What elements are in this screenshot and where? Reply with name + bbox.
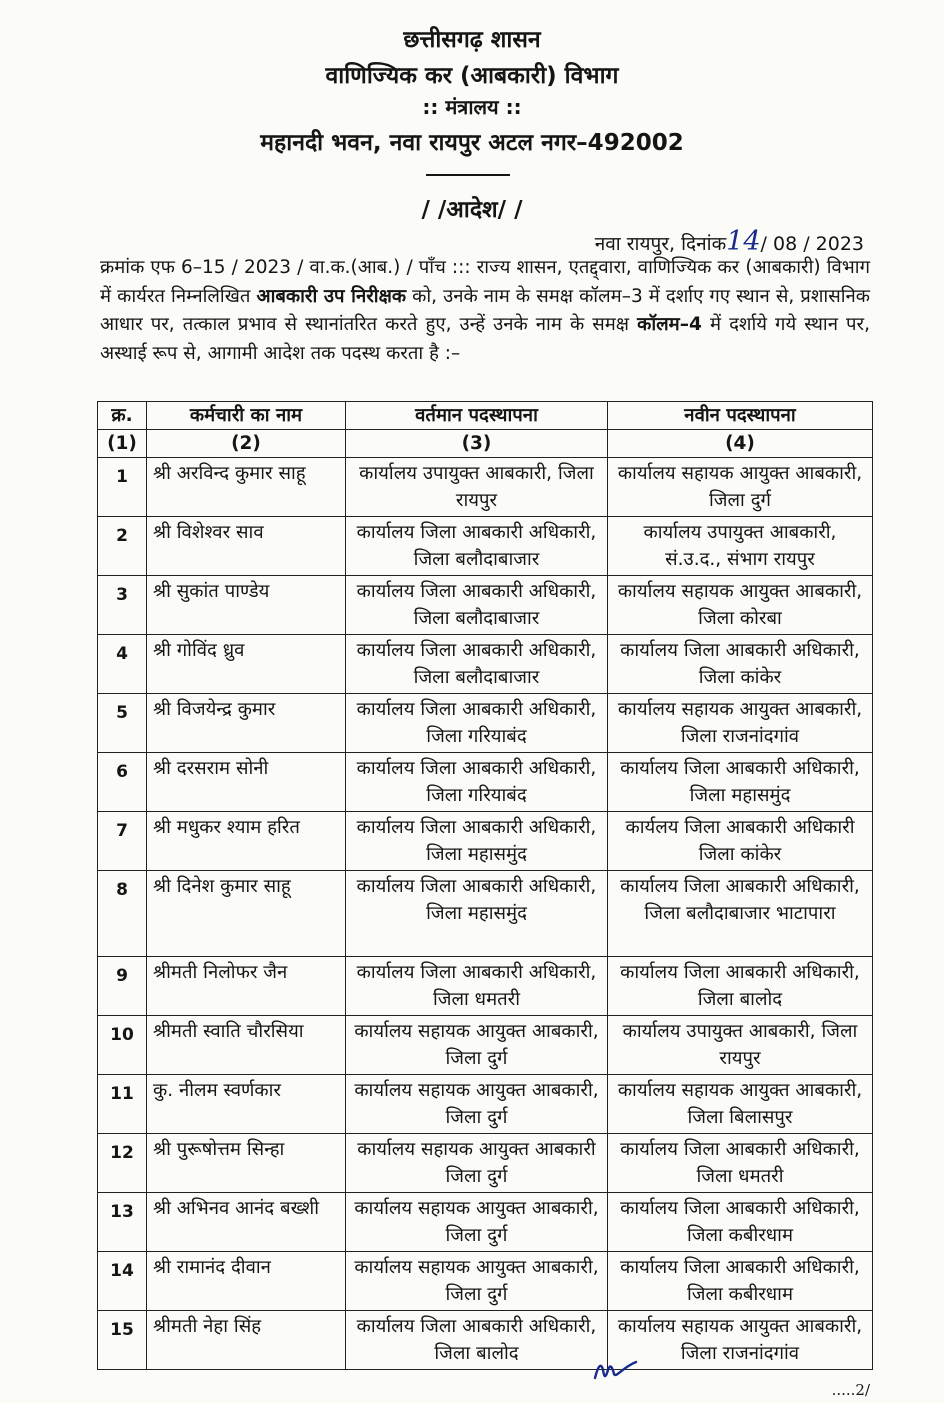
table-row [98,1193,873,1252]
serial-cell: 7 [98,812,147,871]
table-row [98,957,873,1016]
table-row [98,694,873,753]
serial-cell: 1 [98,458,147,517]
ministry-title: :: मंत्रालय :: [422,95,522,119]
new-posting-cell: कार्यालय सहायक आयुक्त आबकारी, जिला राजनांदगांव [608,1311,873,1370]
header-serial: क्र. [98,402,147,430]
employee-name-cell: श्री विजयेन्द्र कुमार [147,694,346,753]
paragraph-part-3: में दर्शाये गये स्थान पर, अस्थाई रूप से, आगामी आदेश तक पदस्थ करता है :– [100,314,871,364]
current-posting-cell: कार्यालय सहायक आयुक्त आबकारी, जिला दुर्ग [346,1252,608,1311]
serial-cell: 11 [98,1075,147,1134]
paragraph-bold-column: कॉलम–4 [637,314,702,336]
employee-name-cell: कु. नीलम स्वर्णकार [147,1075,346,1134]
table-row [98,871,873,957]
table-row [98,753,873,812]
new-posting-cell: कार्यालय उपायुक्त आबकारी, जिला रायपुर [608,1016,873,1075]
current-posting-cell: कार्यालय जिला आबकारी अधिकारी, जिला बलौदाबाजार [346,517,608,576]
order-paragraph [100,254,870,368]
employee-name-cell: श्री अभिनव आनंद बख्शी [147,1193,346,1252]
current-posting-cell: कार्यालय सहायक आयुक्त आबकारी, जिला दुर्ग [346,1193,608,1252]
paragraph-bold-designation: आबकारी उप निरीक्षक [256,285,407,307]
col-number-4: (4) [608,430,873,458]
current-posting-cell: कार्यालय उपायुक्त आबकारी, जिला रायपुर [346,458,608,517]
current-posting-cell: कार्यालय जिला आबकारी अधिकारी, जिला बलौदाबाजार [346,576,608,635]
table-header-row [98,402,873,430]
serial-cell: 3 [98,576,147,635]
serial-cell: 8 [98,871,147,957]
transfer-table [97,401,873,1370]
header-divider [426,174,510,176]
new-posting-cell: कार्यालय जिला आबकारी अधिकारी, जिला धमतरी [608,1134,873,1193]
date-day-handwritten: 14 [726,226,761,257]
next-page-indicator: .....2/ [831,1381,870,1399]
date-suffix: / 08 / 2023 [760,233,864,255]
header-current-posting: वर्तमान पदस्थापना [346,402,608,430]
new-posting-cell: कार्यालय जिला आबकारी अधिकारी, जिला कबीरधाम [608,1252,873,1311]
new-posting-cell: कार्यालय जिला आबकारी अधिकारी, जिला बलौदाबाजार भाटापारा [608,871,873,957]
current-posting-cell: कार्यालय जिला आबकारी अधिकारी, जिला महासमुंद [346,871,608,957]
col-number-2: (2) [147,430,346,458]
serial-cell: 12 [98,1134,147,1193]
table-row [98,458,873,517]
new-posting-cell: कार्यालय सहायक आयुक्त आबकारी, जिला बिलासपुर [608,1075,873,1134]
col-number-3: (3) [346,430,608,458]
employee-name-cell: श्री पुरूषोत्तम सिन्हा [147,1134,346,1193]
employee-name-cell: श्री दिनेश कुमार साहू [147,871,346,957]
employee-name-cell: श्री गोविंद ध्रुव [147,635,346,694]
header-employee-name: कर्मचारी का नाम [147,402,346,430]
current-posting-cell: कार्यालय जिला आबकारी अधिकारी, जिला गरियाबंद [346,753,608,812]
employee-name-cell: श्री अरविन्द कुमार साहू [147,458,346,517]
table-row [98,1075,873,1134]
employee-name-cell: श्रीमती स्वाति चौरसिया [147,1016,346,1075]
new-posting-cell: कार्यालय सहायक आयुक्त आबकारी, जिला कोरबा [608,576,873,635]
current-posting-cell: कार्यालय जिला आबकारी अधिकारी, जिला गरियाबंद [346,694,608,753]
paragraph-part-2: को, उनके नाम के समक्ष कॉलम–3 में दर्शाए गए स्थान से, प्रशासनिक आधार पर, तत्काल प्रभाव से स्थानांतरित करते हुए, उन्हें उनके नाम के समक्ष [100,285,870,336]
new-posting-cell: कार्यालय सहायक आयुक्त आबकारी, जिला राजनांदगांव [608,694,873,753]
table-row [98,812,873,871]
serial-cell: 15 [98,1311,147,1370]
paragraph-part-1: क्रमांक एफ 6–15 / 2023 / वा.क.(आब.) / पाँच ::: राज्य शासन, एतद्द्वारा, वाणिज्यिक कर (आबकारी) विभाग में कार्यरत निम्नलिखित [100,257,870,307]
signature-initial [592,1356,638,1386]
col-number-1: (1) [98,430,147,458]
new-posting-cell: कार्यलय जिला आबकारी अधिकारी जिला कांकेर [608,812,873,871]
government-title: छत्तीसगढ़ शासन [403,27,541,53]
current-posting-cell: कार्यालय जिला आबकारी अधिकारी, जिला बलौदाबाजार [346,635,608,694]
table-row [98,1311,873,1370]
serial-cell: 6 [98,753,147,812]
employee-name-cell: श्री रामानंद दीवान [147,1252,346,1311]
current-posting-cell: कार्यालय सहायक आयुक्त आबकारी जिला दुर्ग [346,1134,608,1193]
table-row [98,576,873,635]
serial-cell: 9 [98,957,147,1016]
new-posting-cell: कार्यालय जिला आबकारी अधिकारी, जिला बालोद [608,957,873,1016]
office-address: महानदी भवन, नवा रायपुर अटल नगर–492002 [260,130,684,156]
table-column-number-row [98,430,873,458]
current-posting-cell: कार्यालय जिला आबकारी अधिकारी, जिला बालोद [346,1311,608,1370]
table-row [98,1134,873,1193]
table-row [98,635,873,694]
employee-name-cell: श्रीमती नेहा सिंह [147,1311,346,1370]
new-posting-cell: कार्यालय जिला आबकारी अधिकारी, जिला कांकेर [608,635,873,694]
department-title: वाणिज्यिक कर (आबकारी) विभाग [325,63,619,89]
new-posting-cell: कार्यालय जिला आबकारी अधिकारी, जिला कबीरधाम [608,1193,873,1252]
current-posting-cell: कार्यालय जिला आबकारी अधिकारी, जिला धमतरी [346,957,608,1016]
current-posting-cell: कार्यालय सहायक आयुक्त आबकारी, जिला दुर्ग [346,1016,608,1075]
date-prefix: नवा रायपुर, दिनांक [594,233,727,255]
header-new-posting: नवीन पदस्थापना [608,402,873,430]
employee-name-cell: श्री मधुकर श्याम हरित [147,812,346,871]
serial-cell: 10 [98,1016,147,1075]
current-posting-cell: कार्यालय जिला आबकारी अधिकारी, जिला महासमुंद [346,812,608,871]
table-row [98,1016,873,1075]
serial-cell: 14 [98,1252,147,1311]
serial-cell: 13 [98,1193,147,1252]
order-title: / /आदेश/ / [421,197,523,223]
employee-name-cell: श्री सुकांत पाण्डेय [147,576,346,635]
employee-name-cell: श्रीमती निलोफर जैन [147,957,346,1016]
serial-cell: 5 [98,694,147,753]
new-posting-cell: कार्यालय सहायक आयुक्त आबकारी, जिला दुर्ग [608,458,873,517]
serial-cell: 4 [98,635,147,694]
current-posting-cell: कार्यालय सहायक आयुक्त आबकारी, जिला दुर्ग [346,1075,608,1134]
employee-name-cell: श्री विशेश्वर साव [147,517,346,576]
table-row [98,1252,873,1311]
order-date [595,226,864,257]
employee-name-cell: श्री दरसराम सोनी [147,753,346,812]
serial-cell: 2 [98,517,147,576]
new-posting-cell: कार्यालय उपायुक्त आबकारी, सं.उ.द., संभाग रायपुर [608,517,873,576]
table-row [98,517,873,576]
new-posting-cell: कार्यालय जिला आबकारी अधिकारी, जिला महासमुंद [608,753,873,812]
